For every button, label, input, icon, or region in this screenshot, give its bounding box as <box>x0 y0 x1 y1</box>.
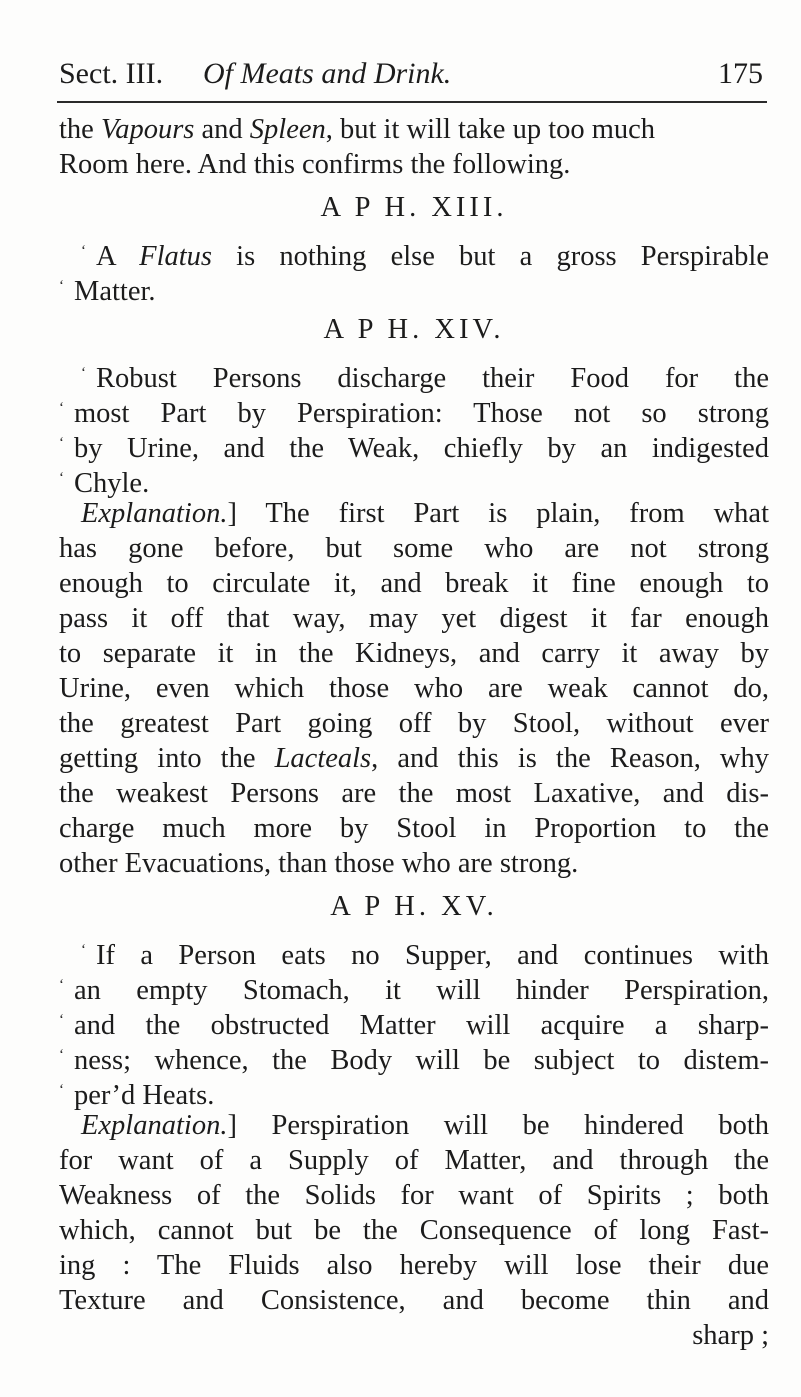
text-line <box>59 112 769 147</box>
running-head <box>57 52 767 96</box>
text-run: which, cannot but be the Consequence of long Fast- <box>59 1215 769 1246</box>
text-line <box>59 496 769 531</box>
quote-mark: ‘ <box>81 365 86 381</box>
quote-mark: ‘ <box>81 942 86 958</box>
italic-text: Vapours <box>100 114 195 145</box>
text-run: Matter. <box>74 276 156 307</box>
text-line <box>59 636 769 671</box>
text-line <box>59 706 769 741</box>
text-run: other Evacuations, than those who are strong. <box>59 848 579 879</box>
text-run: and <box>194 114 250 145</box>
aphorism-heading <box>59 881 769 933</box>
text-line <box>59 269 769 307</box>
italic-text: Explanation. <box>81 498 228 529</box>
text-line <box>59 391 769 429</box>
text-run: Texture and Consistence, and become thin and <box>59 1285 769 1316</box>
text-run: Room here. And this confirms the following. <box>59 149 571 180</box>
quote-mark: ‘ <box>59 435 64 451</box>
quote-mark: ‘ <box>59 1082 64 1098</box>
aphorism-heading <box>59 304 769 356</box>
text-line <box>59 1283 769 1318</box>
italic-text: Explanation. <box>81 1110 228 1141</box>
text-run: Robust Persons discharge their Food for the <box>96 363 769 394</box>
page-number: 175 <box>718 57 763 90</box>
text-line <box>59 968 769 1006</box>
text-line <box>59 1003 769 1041</box>
text-line <box>59 1143 769 1178</box>
quote-mark: ‘ <box>59 470 64 486</box>
quote-mark: ‘ <box>59 400 64 416</box>
text-run: to separate it in the Kidneys, and carry it away by <box>59 638 769 669</box>
italic-text: Spleen <box>249 114 326 145</box>
header-rule <box>57 101 767 103</box>
quote-mark: ‘ <box>81 243 86 259</box>
text-run: Chyle. <box>74 468 150 499</box>
text-run: charge much more by Stool in Proportion to the <box>59 813 769 844</box>
text-run: has gone before, but some who are not strong <box>59 533 769 564</box>
text-line <box>59 1073 769 1111</box>
text-run: the greatest Part going off by Stool, without ever <box>59 708 769 739</box>
text-run: getting into the <box>59 743 275 774</box>
text-line <box>59 1178 769 1213</box>
text-run: pass it off that way, may yet digest it far enough <box>59 603 769 634</box>
text-line <box>59 601 769 636</box>
text-run: , but it will take up too much <box>325 114 656 145</box>
text-run: ing : The Fluids also hereby will lose their due <box>59 1250 769 1281</box>
text-line <box>59 356 769 394</box>
text-run: ] Perspiration will be hindered both <box>227 1110 769 1141</box>
body-text <box>59 112 769 1353</box>
text-line <box>59 741 769 776</box>
text-run: and the obstructed Matter will acquire a sharp- <box>74 1010 769 1041</box>
text-line <box>59 1213 769 1248</box>
quote-mark: ‘ <box>59 977 64 993</box>
text-line <box>59 461 769 499</box>
text-run: ness; whence, the Body will be subject to distem- <box>74 1045 769 1076</box>
text-run: the <box>59 114 101 145</box>
text-run: by Urine, and the Weak, chiefly by an indigested <box>74 433 769 464</box>
text-line <box>59 1038 769 1076</box>
text-run: sharp ; <box>692 1320 769 1351</box>
text-run: for want of a Supply of Matter, and through the <box>59 1145 769 1176</box>
text-run: the weakest Persons are the most Laxative, and dis- <box>59 778 769 809</box>
quote-mark: ‘ <box>59 278 64 294</box>
text-line <box>59 566 769 601</box>
text-line <box>59 234 769 272</box>
text-run: is nothing else but a gross Perspirable <box>212 241 769 272</box>
text-line <box>59 1318 769 1353</box>
aphorism-heading <box>59 182 769 234</box>
text-run: A P H. XIV. <box>323 314 505 345</box>
text-line <box>59 426 769 464</box>
text-line <box>59 1108 769 1143</box>
text-line <box>59 1248 769 1283</box>
text-run: A P H. XIII. <box>320 192 508 223</box>
text-run: If a Person eats no Supper, and continues with <box>96 940 769 971</box>
text-line <box>59 671 769 706</box>
quote-mark: ‘ <box>59 1012 64 1028</box>
text-run: enough to circulate it, and break it fine enough to <box>59 568 769 599</box>
italic-text: Lacteals <box>274 743 372 774</box>
text-run: an empty Stomach, it will hinder Perspiration, <box>74 975 769 1006</box>
text-run: A <box>96 241 140 272</box>
text-line <box>59 531 769 566</box>
text-run: , and this is the Reason, why <box>371 743 770 774</box>
text-line <box>59 846 769 881</box>
text-run: most Part by Perspiration: Those not so strong <box>74 398 769 429</box>
quote-mark: ‘ <box>59 1047 64 1063</box>
text-line <box>59 776 769 811</box>
text-run: ] The first Part is plain, from what <box>227 498 769 529</box>
text-line <box>59 811 769 846</box>
text-run: per’d Heats. <box>74 1080 215 1111</box>
text-run: Urine, even which those who are weak cannot do, <box>59 673 769 704</box>
text-line <box>59 933 769 971</box>
text-run: A P H. XV. <box>330 891 498 922</box>
section-label: Sect. III. <box>59 57 164 90</box>
chapter-title: Of Meats and Drink. <box>203 57 452 90</box>
italic-text: Flatus <box>139 241 213 272</box>
text-line <box>59 147 769 182</box>
text-run: Weakness of the Solids for want of Spirits ; both <box>59 1180 769 1211</box>
